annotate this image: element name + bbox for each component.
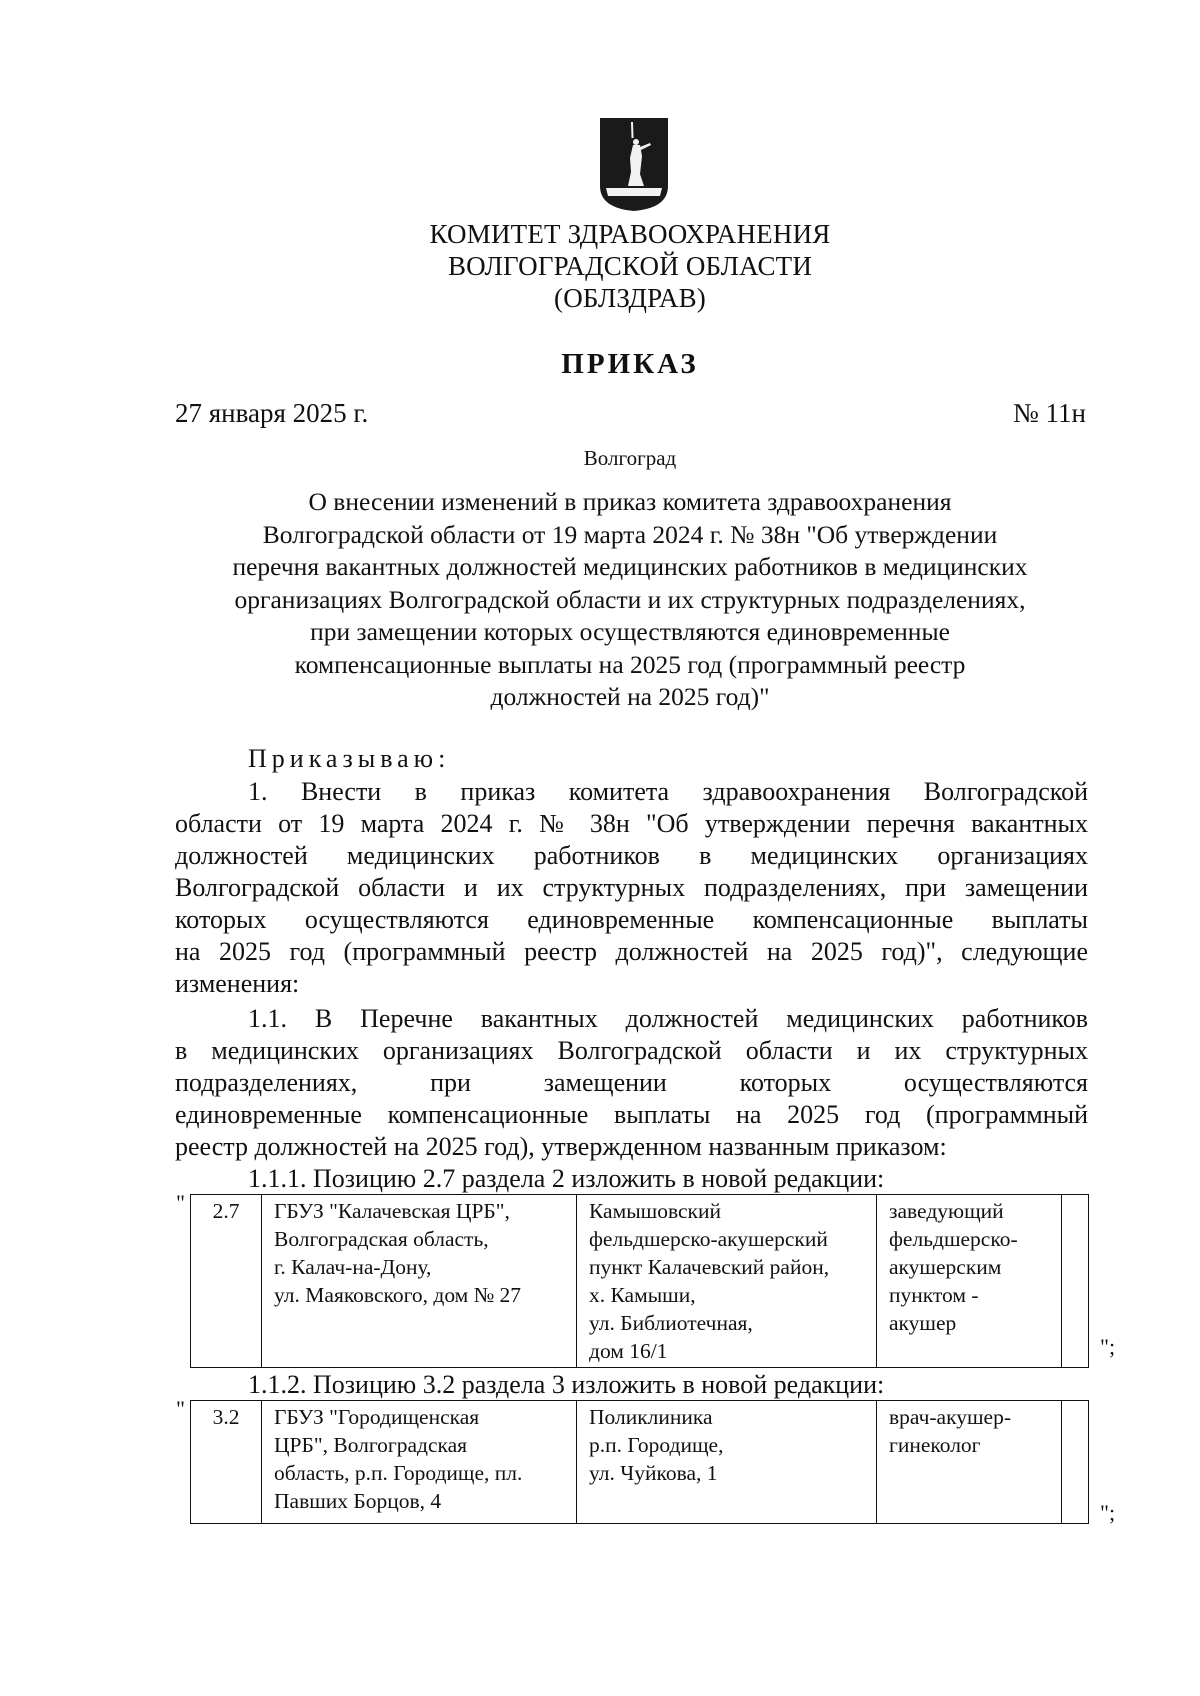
cell-line: Камышовский xyxy=(589,1199,721,1223)
org-line: ВОЛГОГРАДСКОЙ ОБЛАСТИ xyxy=(447,251,813,281)
open-quote: " xyxy=(176,1396,185,1421)
paragraph-line: 1.1. В Перечне вакантных должностей медицинских работников xyxy=(248,1004,1088,1033)
organization-cell xyxy=(262,1401,577,1524)
org-line: КОМИТЕТ ЗДРАВООХРАНЕНИЯ xyxy=(429,219,831,249)
document-title xyxy=(150,486,1110,714)
cell-line: заведующий xyxy=(889,1199,1004,1223)
paragraph-line: подразделениях, при замещении которых осуществляются xyxy=(175,1068,1088,1097)
cell-line: пунктом - xyxy=(889,1283,979,1307)
table-row xyxy=(191,1195,1089,1368)
title-line: перечня вакантных должностей медицинских работников в медицинских xyxy=(232,552,1028,581)
paragraph-line: реестр должностей на 2025 год), утвержденном названным приказом: xyxy=(175,1132,947,1161)
document-city: Волгоград xyxy=(583,446,677,470)
position-table-2-7 xyxy=(190,1194,1089,1368)
paragraph-line: изменения: xyxy=(175,969,300,998)
cell-line: фельдшерско- xyxy=(889,1227,1018,1251)
cell-line: г. Калач-на-Дону, xyxy=(274,1255,432,1279)
title-line: организациях Волгоградской области и их структурных подразделениях, xyxy=(234,584,1026,614)
title-line: Волгоградской области от 19 марта 2024 г. № 38н "Об утверждении xyxy=(262,519,998,549)
subparagraph-1-1-2: 1.1.2. Позицию 3.2 раздела 3 изложить в новой редакции: xyxy=(248,1370,885,1399)
paragraph-line: на 2025 год (программный реестр должностей на 2025 год)", следующие xyxy=(175,937,1088,966)
paragraph-line: Волгоградской области и их структурных подразделениях, при замещении xyxy=(175,873,1088,902)
position-table-3-2 xyxy=(190,1400,1089,1524)
cell-line: Поликлиника xyxy=(589,1405,713,1429)
cell-line: ул. Библиотечная, xyxy=(589,1311,753,1335)
cell-line: пункт Калачевский район, xyxy=(589,1255,830,1279)
paragraph-line: единовременные компенсационные выплаты на 2025 год (программный xyxy=(175,1100,1088,1129)
organization-cell xyxy=(262,1195,577,1368)
paragraph-line: которых осуществляются единовременные компенсационные выплаты xyxy=(175,905,1088,934)
table-row xyxy=(191,1401,1089,1524)
paragraph-1 xyxy=(175,776,1088,1000)
order-word: Приказываю: xyxy=(248,744,451,773)
title-line: при замещении которых осуществляются единовременные xyxy=(310,617,950,646)
cell-line: акушер xyxy=(889,1311,957,1335)
position-cell xyxy=(877,1195,1062,1368)
paragraph-line: в медицинских организациях Волгоградской области и их структурных xyxy=(175,1036,1088,1065)
cell-line: гинеколог xyxy=(889,1433,981,1457)
cell-line: ул. Чуйкова, 1 xyxy=(589,1461,718,1485)
unit-cell xyxy=(577,1401,877,1524)
position-number: 2.7 xyxy=(191,1195,262,1368)
empty-cell xyxy=(1062,1401,1089,1524)
document-type: ПРИКАЗ xyxy=(561,348,699,380)
cell-line: р.п. Городище, xyxy=(589,1433,724,1457)
unit-cell xyxy=(577,1195,877,1368)
title-line: компенсационные выплаты на 2025 год (программный реестр xyxy=(294,649,966,679)
document-number: № 11н xyxy=(1013,398,1086,428)
paragraph-line: области от 19 марта 2024 г. № 38н "Об утверждении перечня вакантных xyxy=(175,809,1088,838)
close-quote: "; xyxy=(1100,1500,1116,1525)
cell-line: фельдшерско-акушерский xyxy=(589,1227,828,1251)
organization-name xyxy=(300,218,960,314)
cell-line: Павших Борцов, 4 xyxy=(274,1489,442,1513)
paragraph-line: должностей медицинских работников в медицинских организациях xyxy=(175,841,1088,870)
org-line: (ОБЛЗДРАВ) xyxy=(554,283,706,313)
paragraph-1-1 xyxy=(175,1003,1088,1163)
volgograd-coat-of-arms-icon xyxy=(598,116,670,212)
document-date: 27 января 2025 г. xyxy=(175,398,369,428)
cell-line: дом 16/1 xyxy=(589,1339,668,1363)
cell-line: врач-акушер- xyxy=(889,1405,1011,1429)
cell-line: х. Камыши, xyxy=(589,1283,696,1307)
paragraph-line: 1. Внести в приказ комитета здравоохранения Волгоградской xyxy=(248,777,1088,806)
title-line: О внесении изменений в приказ комитета здравоохранения xyxy=(308,487,952,516)
cell-line: Волгоградская область, xyxy=(274,1227,489,1251)
position-number: 3.2 xyxy=(191,1401,262,1524)
cell-line: ГБУЗ "Городищенская xyxy=(274,1405,480,1429)
position-cell xyxy=(877,1401,1062,1524)
subparagraph-1-1-1: 1.1.1. Позицию 2.7 раздела 2 изложить в новой редакции: xyxy=(248,1164,885,1193)
close-quote: "; xyxy=(1100,1334,1116,1359)
empty-cell xyxy=(1062,1195,1089,1368)
cell-line: область, р.п. Городище, пл. xyxy=(274,1461,523,1485)
open-quote: " xyxy=(176,1190,185,1215)
cell-line: акушерским xyxy=(889,1255,1002,1279)
title-line: должностей на 2025 год)" xyxy=(490,682,770,711)
cell-line: ул. Маяковского, дом № 27 xyxy=(274,1283,522,1307)
cell-line: ГБУЗ "Калачевская ЦРБ", xyxy=(274,1199,510,1223)
cell-line: ЦРБ", Волгоградская xyxy=(274,1433,468,1457)
